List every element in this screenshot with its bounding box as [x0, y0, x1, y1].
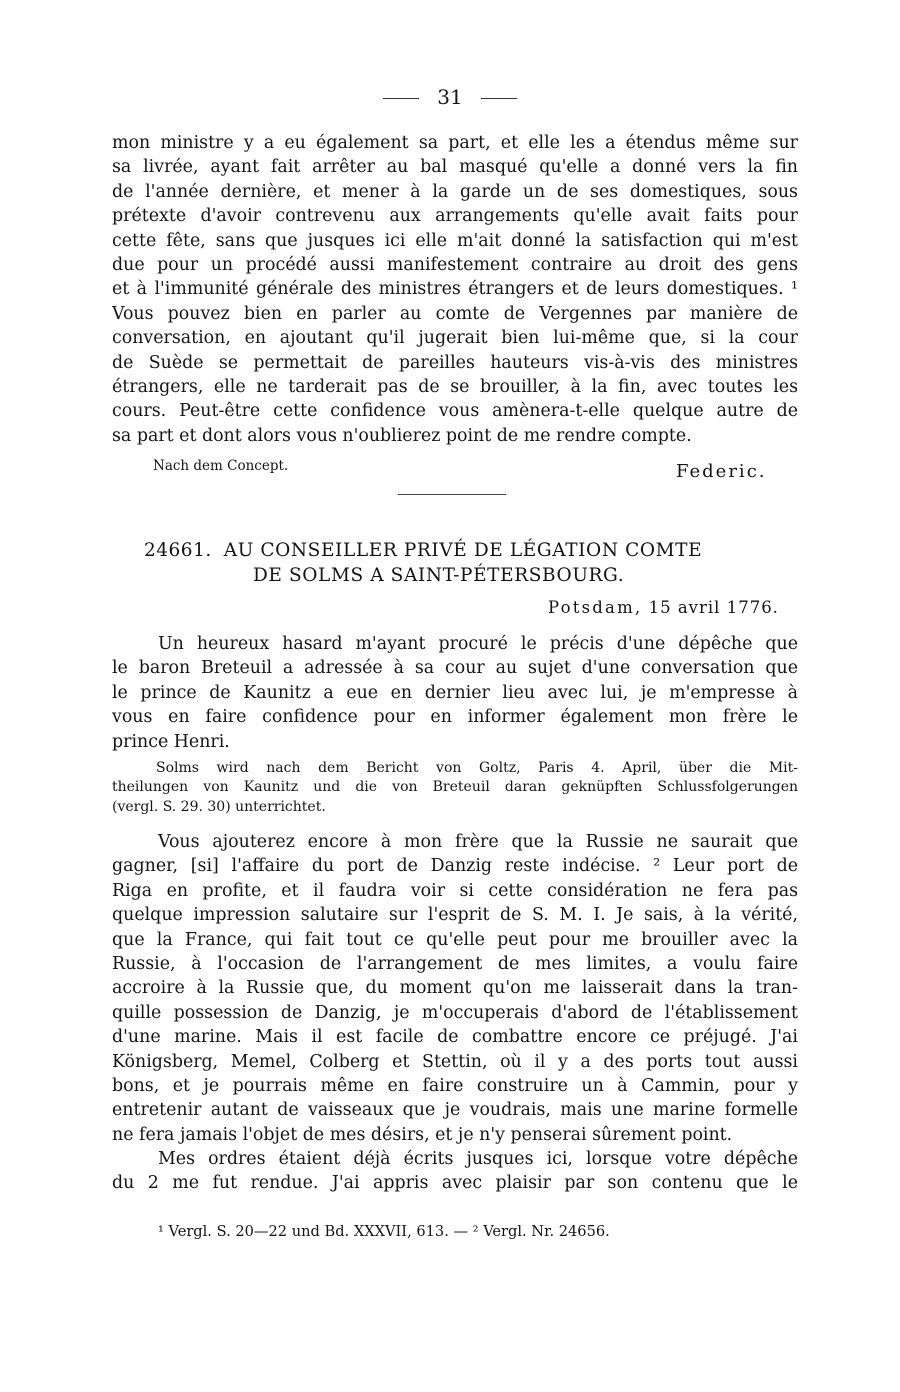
text-line: Riga en profite, et il faudra voir si cette considération ne fera pas — [112, 880, 798, 901]
text-line: due pour un procédé aussi manifestement contraire au droit des gens — [112, 254, 798, 275]
text-line: de l'année dernière, et mener à la garde un de ses domestiques, sous — [112, 181, 798, 202]
paragraph-2 — [112, 830, 798, 1196]
dateline — [548, 598, 779, 617]
text-line: cours. Peut-être cette confidence vous amènera-t-elle quelque autre de — [112, 401, 798, 422]
editorial-summary — [112, 759, 798, 817]
text-line: prétexte d'avoir contrevenu aux arrangements qu'elle avait faits pour — [112, 206, 798, 227]
text-line: prince Henri. — [112, 731, 230, 752]
section-separator — [398, 494, 506, 495]
text-line: Russie, à l'occasion de l'arrangement de mes limites, a voulu faire — [112, 953, 798, 974]
text-line: que la France, qui fait tout ce qu'elle peut pour me brouiller avec la — [112, 929, 798, 950]
text-line: d'une marine. Mais il est facile de combattre encore ce préjugé. J'ai — [112, 1027, 798, 1048]
text-line: Vous ajouterez encore à mon frère que la Russie ne saurait que — [158, 832, 798, 852]
summary-line: (vergl. S. 29. 30) unterrichtet. — [112, 798, 326, 815]
text-line: le baron Breteuil a adressée à sa cour au sujet d'une conversation que — [112, 658, 798, 679]
text-line: Vous pouvez bien en parler au comte de Vergennes par manière de — [112, 303, 798, 324]
summary-line: theilungen von Kaunitz und die von Breteuil daran geknüpften Schlussfolgerungen — [112, 779, 798, 796]
source-note: Nach dem Concept. — [153, 458, 289, 474]
signature: Federic. — [676, 461, 767, 482]
page-number: 31 — [437, 85, 463, 109]
text-line: conversation, en ajoutant qu'il jugerait bien lui-même que, si la cour — [112, 328, 798, 349]
heading-line-2: DE SOLMS A SAINT-PÉTERSBOURG. — [253, 565, 625, 586]
text-line: de Suède se permettait de pareilles hauteurs vis-à-vis des ministres — [112, 352, 798, 373]
text-line: cette fête, sans que jusques ici elle m'ait donné la satisfaction qui m'est — [112, 230, 798, 251]
document-heading — [144, 538, 804, 588]
text-line: du 2 me fut rendue. J'ai appris avec plaisir par son contenu que le — [112, 1173, 798, 1194]
paragraph-1 — [112, 632, 798, 754]
document-number: 24661. — [144, 540, 212, 561]
text-line: Königsberg, Memel, Colberg et Stettin, où il y a des ports tout aussi — [112, 1051, 798, 1072]
text-line: gagner, [si] l'affaire du port de Danzig reste indécise. ² Leur port de — [112, 856, 798, 877]
header-dash-left — [383, 98, 419, 99]
text-line: entretenir autant de vaisseaux que je voudrais, mais une marine formelle — [112, 1100, 798, 1121]
place: Potsdam, — [548, 598, 643, 617]
page-header — [0, 85, 900, 109]
text-line: Un heureux hasard m'ayant procuré le précis d'une dépêche que — [158, 634, 798, 654]
text-line: sa part et dont alors vous n'oublierez point de me rendre compte. — [112, 425, 692, 446]
text-line: ne fera jamais l'objet de mes désirs, et je n'y penserai sûrement point. — [112, 1124, 733, 1145]
header-dash-right — [481, 98, 517, 99]
text-line: quelque impression salutaire sur l'esprit de S. M. I. Je sais, à la vérité, — [112, 905, 798, 926]
text-line: étrangers, elle ne tarderait pas de se brouiller, à la fin, avec toutes les — [112, 376, 798, 397]
heading-line-1: AU CONSEILLER PRIVÉ DE LÉGATION COMTE — [223, 540, 703, 561]
text-line: bons, et je pourrais même en faire construire un à Cammin, pour y — [112, 1075, 798, 1096]
text-line: et à l'immunité générale des ministres étrangers et de leurs domestiques. ¹ — [112, 279, 798, 300]
summary-line: Solms wird nach dem Bericht von Goltz, Paris 4. April, über die Mit- — [156, 760, 798, 776]
text-line: mon ministre y a eu également sa part, et elle les a étendus même sur — [112, 133, 798, 153]
text-line: le prince de Kaunitz a eue en dernier lieu avec lui, je m'empresse à — [112, 682, 798, 703]
text-line: sa livrée, ayant fait arrêter au bal masqué qu'elle a donné vers la fin — [112, 157, 798, 178]
previous-letter-ending — [112, 131, 798, 448]
text-line: quille possession de Danzig, je m'occuperais d'abord de l'établissement — [112, 1002, 798, 1023]
text-line: vous en faire confidence pour en informer également mon frère le — [112, 707, 798, 728]
footnotes: ¹ Vergl. S. 20—22 und Bd. XXXVII, 613. — ² Vergl. Nr. 24656. — [158, 1223, 610, 1240]
text-line: Mes ordres étaient déjà écrits jusques ici, lorsque votre dépêche — [158, 1149, 798, 1170]
text-line: accroire à la Russie que, du moment qu'on me laisserait dans la tran- — [112, 978, 798, 999]
date: 15 avril 1776. — [648, 598, 779, 617]
